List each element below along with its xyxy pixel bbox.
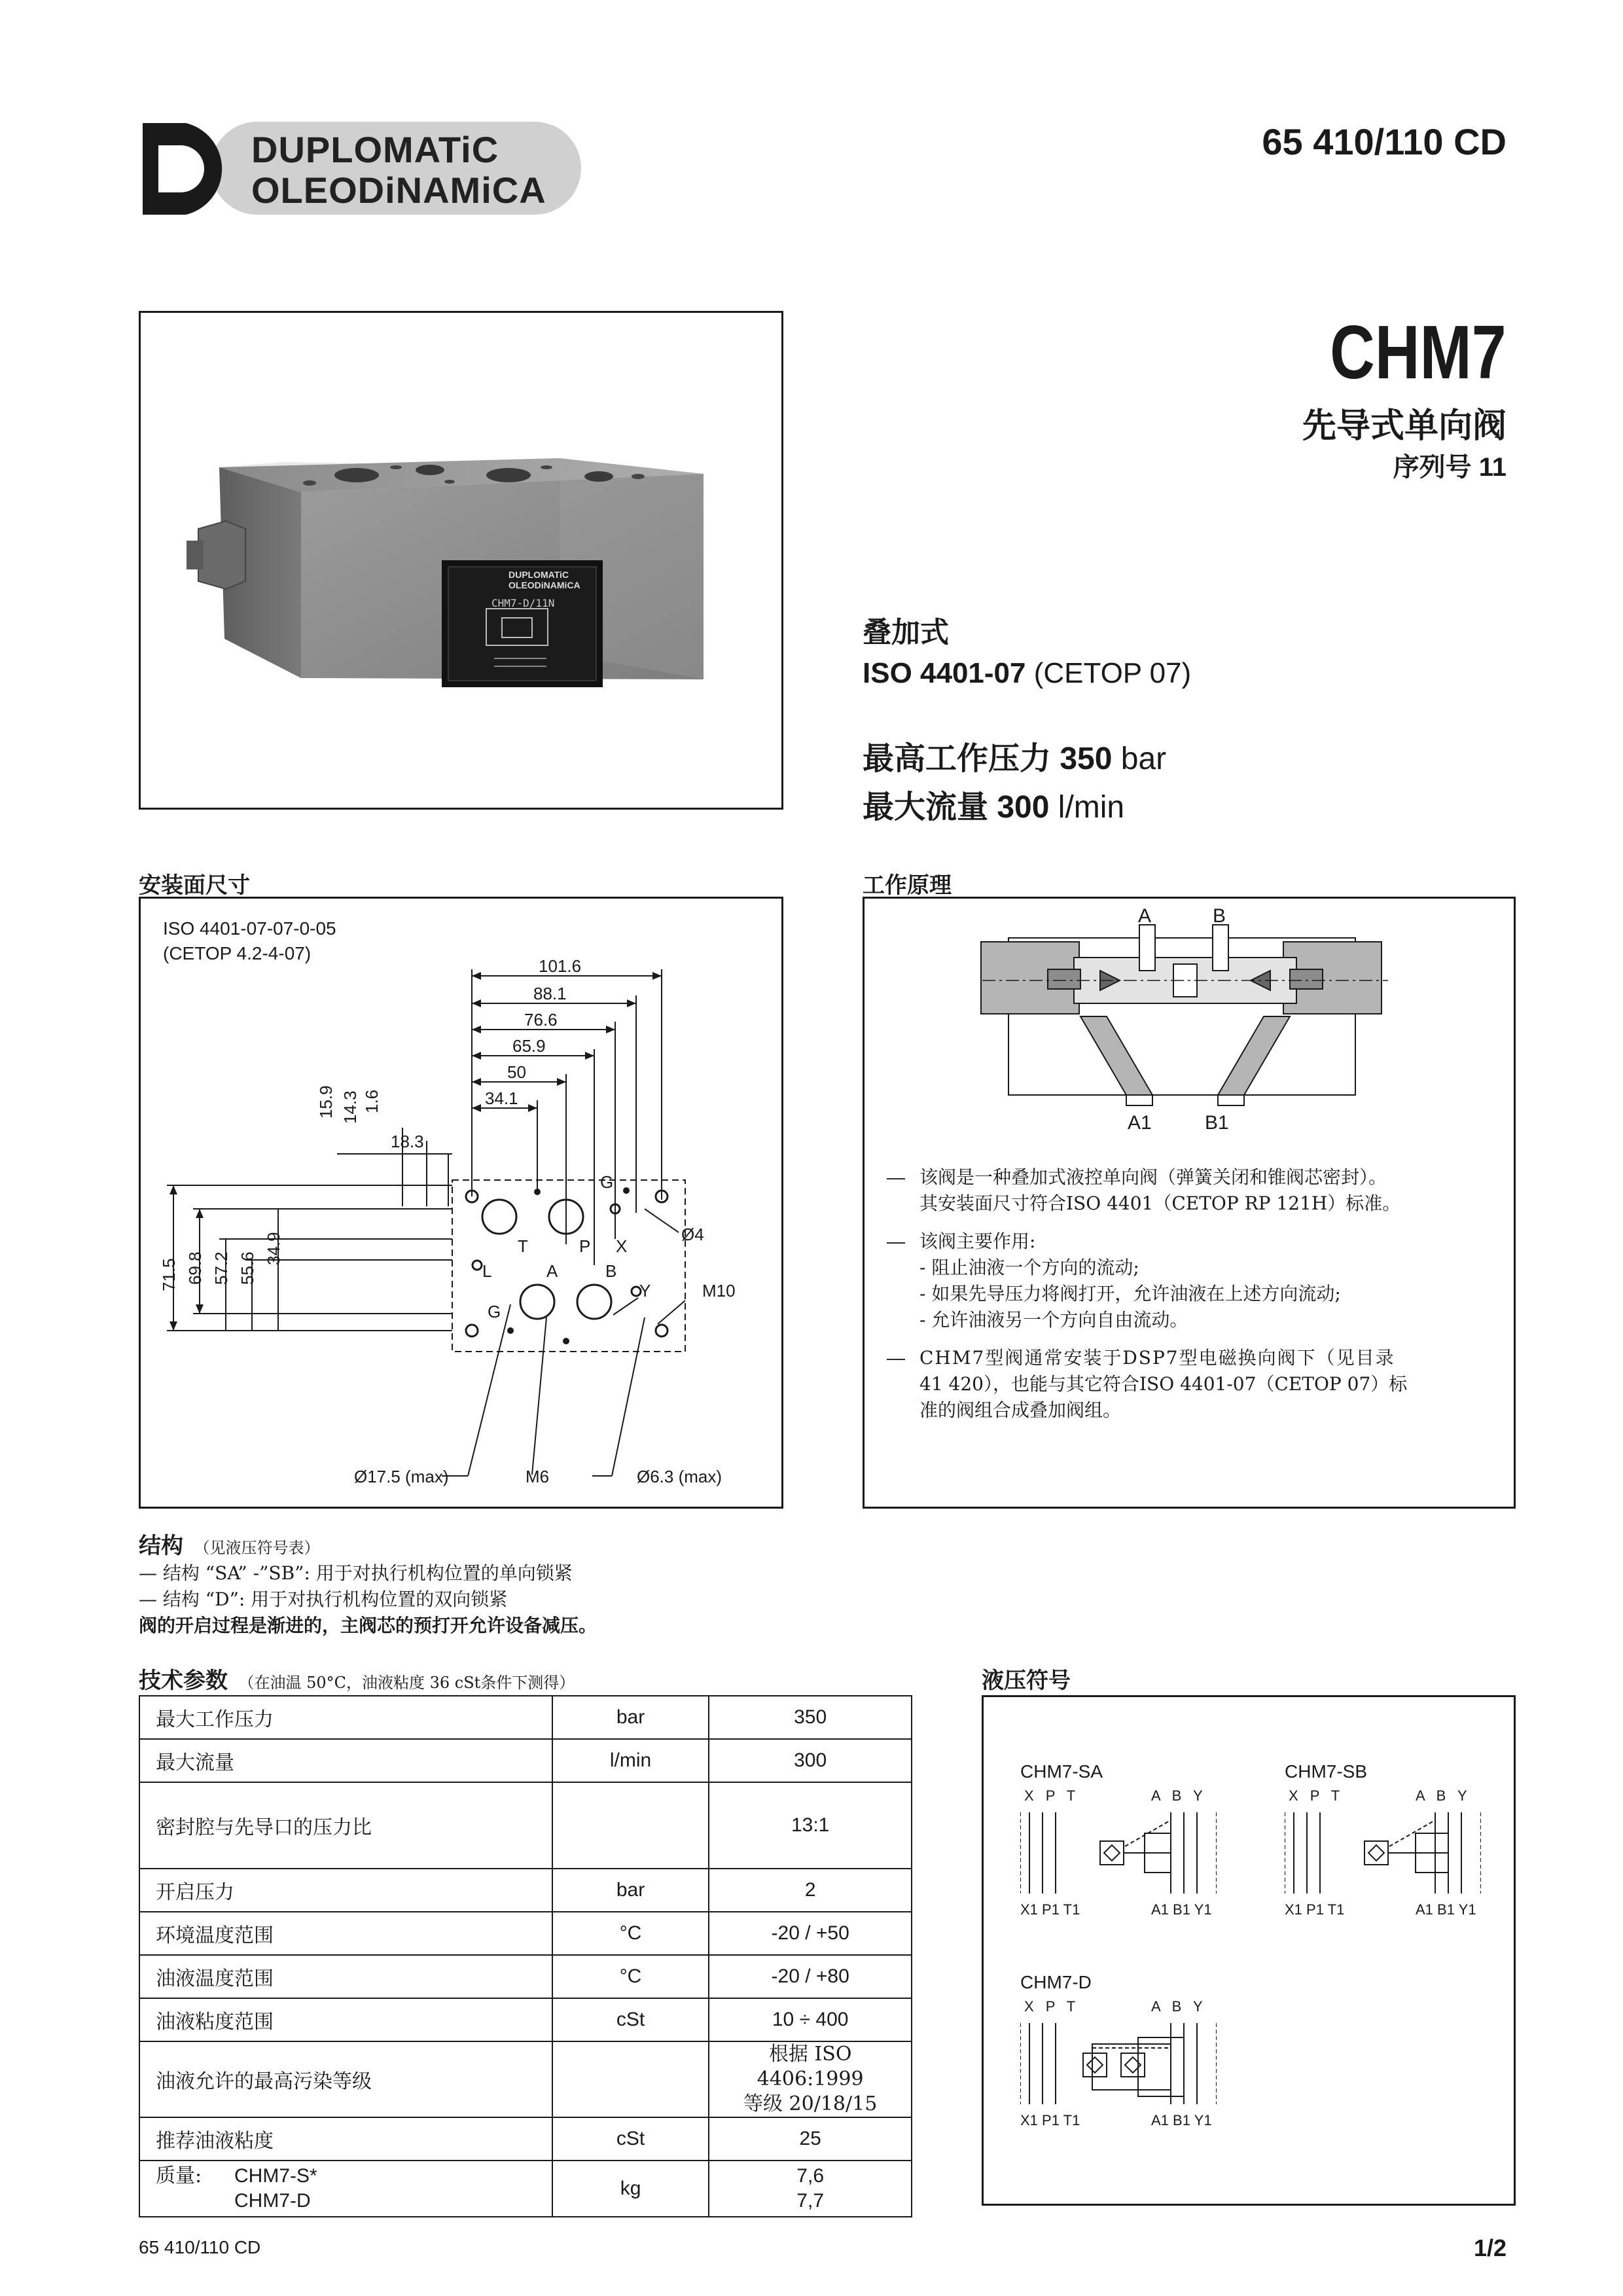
specs-table (139, 1695, 912, 2217)
table-row (139, 1912, 912, 1955)
structure-line-1: — 结构 “SA” -”SB”: 用于对执行机构位置的单向锁紧 (139, 1562, 573, 1584)
symbol-sa-bot-right: A1 B1 Y1 (1151, 1901, 1212, 1918)
mounting-std-2: (CETOP 4.2-4-07) (163, 943, 312, 963)
spec-unit (552, 1782, 709, 1869)
dim-15: 15.9 (316, 1085, 336, 1119)
spec-value: -20 / +80 (709, 1955, 912, 1998)
principle-p2-item-2: - 如果先导压力将阀打开，允许油液在上述方向流动; (919, 1283, 1341, 1304)
principle-p2-item-1: - 阻止油液一个方向的流动; (919, 1257, 1139, 1278)
label-d17: Ø17.5 (max) (354, 1467, 449, 1486)
port-label-g2: G (488, 1302, 501, 1321)
mass-unit: kg (552, 2161, 709, 2217)
dash-2: — (887, 1231, 905, 1251)
standard-bold: ISO 4401-07 (863, 657, 1026, 689)
mass-values (709, 2161, 912, 2217)
mass-cell (139, 2161, 552, 2217)
flow-line (863, 781, 1124, 827)
dim-71: 71.5 (159, 1258, 179, 1291)
table-row (139, 1782, 912, 1869)
spec-unit: bar (552, 1869, 709, 1912)
symbol-sb-bot-right: A1 B1 Y1 (1416, 1901, 1476, 1918)
mass-label: 质量: (156, 2164, 202, 2187)
symbol-sa-top-right: A B Y (1151, 1787, 1207, 1804)
port-label-y: Y (639, 1281, 651, 1300)
flow-value: 300 (997, 790, 1050, 825)
symbol-sa-bot-left: X1 P1 T1 (1020, 1901, 1080, 1918)
port-label-g1: G (600, 1172, 614, 1192)
mass-model-2: CHM7-D (234, 2190, 311, 2212)
table-row (139, 1696, 912, 1739)
principle-p3-3: 准的阀组合成叠加阀组。 (919, 1399, 1122, 1421)
symbol-sa (1020, 1761, 1217, 1918)
label-d4: Ø4 (681, 1225, 704, 1244)
symbol-d (1020, 1972, 1217, 2129)
spec-value: 10 ÷ 400 (709, 1998, 912, 2041)
principle-box (863, 897, 1516, 1509)
dim-69: 69.8 (185, 1251, 205, 1285)
symbol-sb (1285, 1761, 1481, 1918)
symbol-sb-top-right: A B Y (1416, 1787, 1471, 1804)
table-row (139, 1955, 912, 1998)
principle-p1-1: 该阀是一种叠加式液控单向阀（弹簧关闭和锥阀芯密封）。 (919, 1166, 1387, 1188)
spec-value: 根据 ISO 4406:1999 (757, 2043, 864, 2090)
principle-p2-head: 该阀主要作用: (919, 1230, 1036, 1252)
principle-p3-2: 41 420），也能与其它符合ISO 4401-07（CETOP 07）标 (919, 1373, 1408, 1395)
principle-label-a: A (1138, 905, 1152, 927)
principle-p2-item-3: - 允许油液另一个方向自由流动。 (919, 1309, 1188, 1331)
structure-line-3: 阀的开启过程是渐进的，主阀芯的预打开允许设备减压。 (139, 1615, 597, 1636)
flow-label: 最大流量 (863, 790, 997, 825)
label-m6: M6 (526, 1467, 550, 1486)
dim-55: 55.6 (238, 1251, 257, 1285)
symbols-title: 液压符号 (982, 1668, 1071, 1693)
symbol-sb-drawing (1285, 1807, 1481, 1899)
dim-101: 101.6 (539, 956, 582, 976)
plate-brand-1: DUPLOMATiC (508, 569, 569, 580)
symbol-d-bot-left: X1 P1 T1 (1020, 2112, 1080, 2128)
spec-param: 油液粘度范围 (139, 1998, 552, 2041)
symbol-d-bot-right: A1 B1 Y1 (1151, 2112, 1212, 2128)
table-row (139, 1869, 912, 1912)
product-name: 先导式单向阀 (1302, 407, 1507, 445)
spec-unit (552, 2041, 709, 2117)
symbol-sb-bot-left: X1 P1 T1 (1285, 1901, 1345, 1918)
principle-title: 工作原理 (863, 873, 952, 898)
mass-value-2: 7,7 (796, 2190, 825, 2212)
principle-label-a1: A1 (1128, 1112, 1152, 1134)
principle-text (887, 1164, 1495, 1424)
table-row (139, 2117, 912, 2161)
spec-value: -20 / +50 (709, 1912, 912, 1955)
spec-value-2: 等级 20/18/15 (743, 2092, 878, 2115)
symbol-d-title: CHM7-D (1020, 1972, 1092, 1992)
spec-param: 最大工作压力 (139, 1696, 552, 1739)
spec-value: 2 (709, 1869, 912, 1912)
spec-param: 油液温度范围 (139, 1955, 552, 1998)
mounting-box (139, 897, 783, 1509)
port-label-p: P (579, 1236, 591, 1256)
mounting-title: 安装面尺寸 (139, 873, 250, 898)
symbol-sa-drawing (1020, 1807, 1217, 1899)
structure-title: 结构 (139, 1534, 183, 1558)
port-label-a: A (546, 1261, 558, 1281)
specs-note: （在油温 50°C，油液粘度 36 cSt条件下测得） (238, 1674, 575, 1692)
specs-heading (139, 1662, 575, 1695)
mount-type: 叠加式 (863, 617, 949, 649)
label-d6: Ø6.3 (max) (637, 1467, 722, 1486)
spec-param: 开启压力 (139, 1869, 552, 1912)
symbol-sa-top-left: X P T (1024, 1787, 1080, 1804)
principle-label-b: B (1213, 905, 1226, 927)
principle-label-b1: B1 (1205, 1112, 1229, 1134)
symbol-d-top-right: A B Y (1151, 1998, 1207, 2015)
dim-14: 14.3 (340, 1090, 360, 1124)
dim-34-9: 34.9 (264, 1232, 283, 1265)
standard-rest: (CETOP 07) (1026, 657, 1192, 689)
spec-value: 300 (709, 1739, 912, 1782)
brand-line-2: OLEODiNAMiCA (251, 170, 546, 211)
doc-code: 65 410/110 CD (1262, 121, 1507, 162)
port-label-l: L (482, 1261, 492, 1281)
structure-note: （见液压符号表） (194, 1539, 320, 1557)
mass-value-1: 7,6 (796, 2165, 825, 2187)
spec-param: 油液允许的最高污染等级 (139, 2041, 552, 2117)
brand-line-1: DUPLOMATiC (251, 129, 499, 170)
pressure-line (863, 733, 1166, 778)
spec-unit: l/min (552, 1739, 709, 1782)
spec-unit: cSt (552, 1998, 709, 2041)
spec-unit: cSt (552, 2117, 709, 2161)
table-row (139, 1739, 912, 1782)
dim-18: 18.3 (391, 1132, 424, 1151)
port-label-t: T (518, 1236, 528, 1256)
product-model: CHM7 (1330, 310, 1507, 395)
table-row (139, 2041, 912, 2117)
product-series: 序列号 11 (1393, 453, 1507, 482)
spec-param: 环境温度范围 (139, 1912, 552, 1955)
dim-76: 76.6 (524, 1010, 558, 1030)
plate-model: CHM7-D/11N (491, 597, 555, 609)
spec-value: 350 (709, 1696, 912, 1739)
symbol-sa-title: CHM7-SA (1020, 1761, 1103, 1782)
dim-1-6: 1.6 (362, 1089, 382, 1113)
product-photo-box (139, 311, 783, 810)
symbol-sb-top-left: X P T (1289, 1787, 1344, 1804)
symbol-d-drawing (1020, 2018, 1217, 2109)
specs-title: 技术参数 (139, 1668, 228, 1693)
structure-heading (139, 1528, 319, 1560)
dim-34: 34.1 (485, 1088, 518, 1108)
table-row (139, 2161, 912, 2217)
port-label-x: X (616, 1236, 628, 1256)
spec-unit: °C (552, 1912, 709, 1955)
principle-p3-1: CHM7型阀通常安装于DSP7型电磁换向阀下（见目录 (919, 1347, 1395, 1369)
label-m10: M10 (702, 1281, 736, 1300)
pressure-unit: bar (1112, 742, 1167, 776)
structure-line-2: — 结构 “D”: 用于对执行机构位置的双向锁紧 (139, 1588, 508, 1610)
spec-value: 25 (709, 2117, 912, 2161)
dash-1: — (887, 1167, 905, 1187)
mounting-std-1: ISO 4401-07-07-0-05 (163, 918, 336, 939)
spec-param: 最大流量 (139, 1739, 552, 1782)
standard-line (863, 657, 1191, 690)
pressure-label: 最高工作压力 (863, 742, 1060, 776)
mass-model-1: CHM7-S* (234, 2165, 317, 2187)
company-logo (139, 119, 584, 217)
spec-unit: °C (552, 1955, 709, 1998)
mounting-drawing (141, 899, 781, 1507)
spec-value-cell (709, 2041, 912, 2117)
dim-57: 57.2 (211, 1251, 231, 1285)
plate-brand-2: OLEODiNAMiCA (508, 580, 580, 590)
product-photo (141, 313, 781, 808)
symbols-box (982, 1695, 1516, 2206)
flow-unit: l/min (1049, 790, 1125, 825)
spec-param: 推荐油液粘度 (139, 2117, 552, 2161)
dim-65: 65.9 (512, 1036, 546, 1056)
dim-50: 50 (507, 1062, 526, 1082)
dash-3: — (887, 1348, 905, 1368)
spec-unit: bar (552, 1696, 709, 1739)
footer-code: 65 410/110 CD (139, 2237, 261, 2257)
spec-value: 13:1 (709, 1782, 912, 1869)
spec-param: 密封腔与先导口的压力比 (139, 1782, 552, 1869)
port-label-b: B (605, 1261, 617, 1281)
symbol-sb-title: CHM7-SB (1285, 1761, 1368, 1782)
symbol-d-top-left: X P T (1024, 1998, 1080, 2015)
principle-p1-2: 其安装面尺寸符合ISO 4401（CETOP RP 121H）标准。 (919, 1193, 1401, 1214)
dim-88: 88.1 (533, 984, 567, 1003)
footer-page: 1/2 (1473, 2234, 1507, 2261)
pressure-value: 350 (1060, 742, 1113, 776)
table-row (139, 1998, 912, 2041)
section-drawing (865, 899, 1514, 1160)
